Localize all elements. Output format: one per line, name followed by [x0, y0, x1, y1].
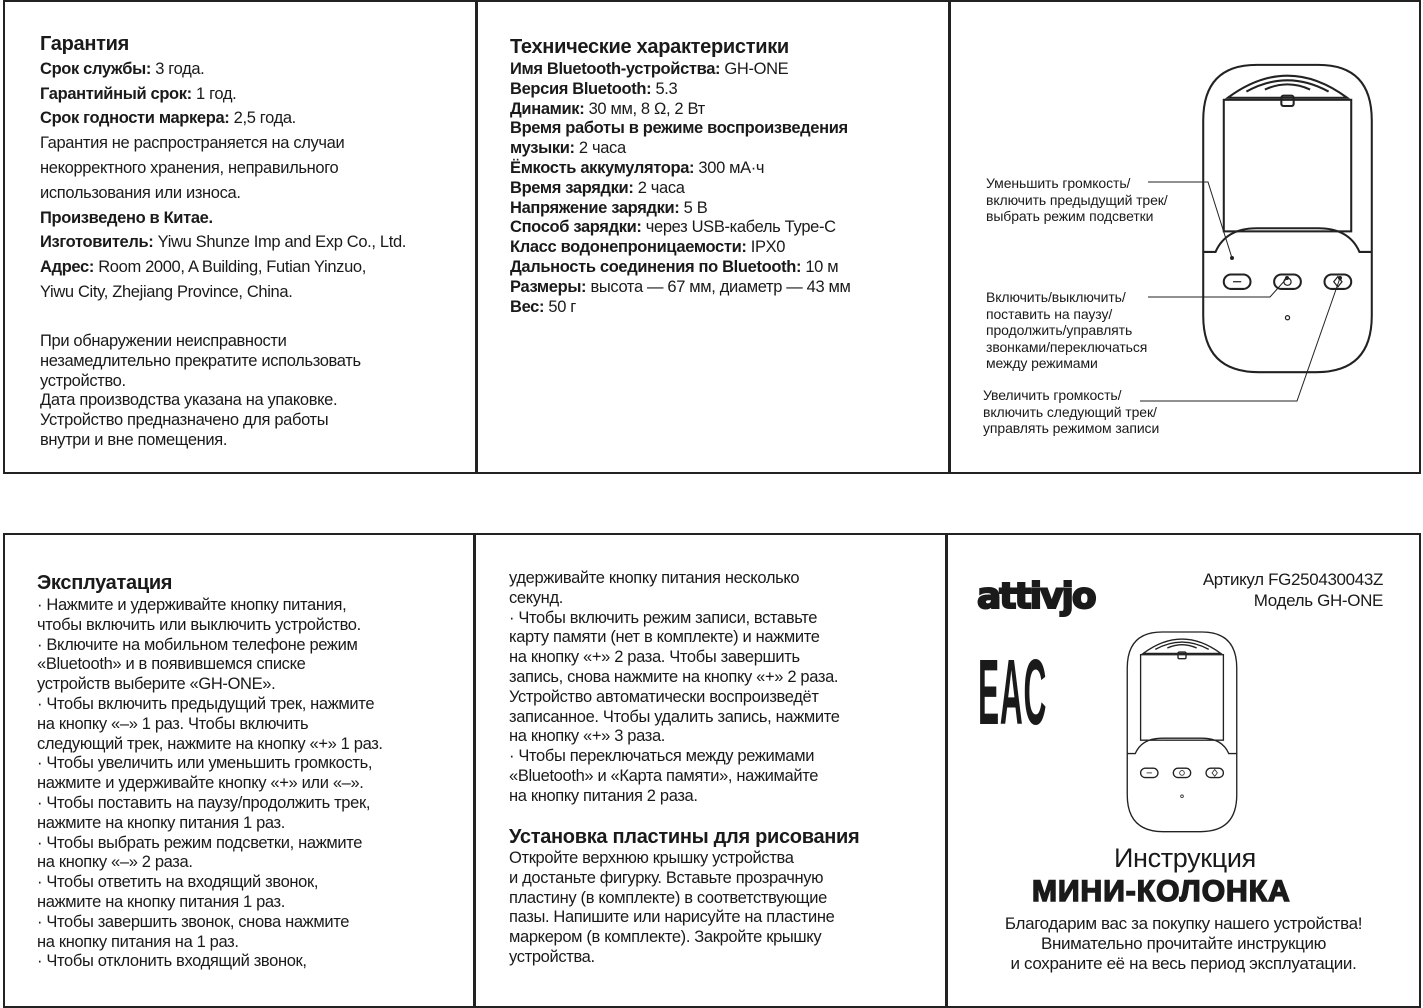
text-line: пластину (в комплекте) в соответствующие — [509, 888, 827, 907]
text-line: · Чтобы переключаться между режимами — [509, 747, 815, 766]
made-in: Произведено в Китае. — [40, 208, 213, 227]
text-line: на кнопку «+» 3 раза. — [509, 727, 666, 746]
text-line: Откройте верхнюю крышку устройства — [509, 849, 794, 867]
spec-line: Класс водонепроницаемости: IPX0 — [510, 238, 786, 257]
text-line: на кнопку питания 2 раза. — [509, 786, 698, 805]
text-line: внутри и вне помещения. — [40, 430, 228, 449]
text-line: на кнопку «+» 2 раза. Чтобы завершить — [509, 648, 800, 667]
text-line: следующий трек, нажмите на кнопку «+» 1 раз. — [37, 734, 383, 753]
text-line: · Чтобы завершить звонок, снова нажмите — [37, 912, 350, 931]
text-line: карту памяти (нет в комплекте) и нажмите — [509, 628, 820, 647]
text-line: пазы. Напишите или нарисуйте на пластине — [509, 908, 835, 927]
eac-mark-text: EAC — [978, 639, 1048, 728]
text-line: · Чтобы ответить на входящий звонок, — [37, 873, 319, 892]
address-line2: Yiwu City, Zhejiang Province, China. — [40, 282, 293, 301]
text-line: секунд. — [509, 588, 563, 607]
power-caption: Включить/выключить/ поставить на паузу/ продолжить/управлять звонками/переключаться между режимами — [986, 289, 1148, 371]
spec-line: Срок службы: 3 года. — [40, 59, 205, 78]
text-line: запись, снова нажмите на кнопку «+» 2 раза. — [509, 667, 839, 686]
text-line: на кнопку «–» 1 раз. Чтобы включить — [37, 714, 309, 733]
text-line: При обнаружении неисправности — [40, 332, 287, 350]
text-line: нажмите на кнопку питания 1 раз. — [37, 892, 285, 911]
attivjo-logo — [975, 570, 1125, 620]
text-line: · Чтобы выбрать режим подсветки, нажмите — [37, 833, 363, 852]
spec-line: Ёмкость аккумулятора: 300 мА·ч — [510, 158, 765, 177]
product-name: МИНИ-КОЛОНКА — [1032, 875, 1291, 908]
installation-title: Установка пластины для рисования — [509, 826, 860, 848]
text-line: · Чтобы поставить на паузу/продолжить трек, — [37, 793, 371, 812]
installation-list — [509, 849, 859, 968]
text-line: устройств выберите «GH-ONE». — [37, 675, 276, 694]
eac-mark — [978, 636, 1073, 728]
text-line: Устройство предназначено для работы — [40, 411, 329, 430]
warranty-title: Гарантия — [40, 33, 129, 55]
spec-line: Версия Bluetooth: 5.3 — [510, 79, 678, 98]
instruction-label: Инструкция — [1114, 843, 1256, 873]
divider — [473, 533, 476, 1008]
spec-line: Размеры: высота — 67 мм, диаметр — 43 мм — [510, 277, 851, 296]
spec-line: Дальность соединения по Bluetooth: 10 м — [510, 257, 839, 276]
spec-line: Имя Bluetooth-устройства: GH-ONE — [510, 60, 789, 78]
svg-text:attivjo: attivjo — [977, 576, 1095, 617]
text-line: «Bluetooth» и в появившемся списке — [37, 655, 306, 674]
operation-title: Эксплуатация — [37, 572, 173, 594]
spec-line: Способ зарядки: через USB-кабель Type-C — [510, 218, 836, 237]
text-line: «Bluetooth» и «Карта памяти», нажимайте — [509, 766, 819, 785]
operation-list-continued — [509, 569, 840, 807]
spec-line: Время работы в режиме воспроизведения — [510, 119, 848, 138]
text-line: · Нажмите и удерживайте кнопку питания, — [37, 596, 347, 614]
text-line: · Чтобы отклонить входящий звонок, — [37, 952, 307, 971]
volume-up-caption: Увеличить громкость/ включить следующий трек/ управлять режимом записи — [983, 387, 1160, 436]
text-line: устройство. — [40, 371, 126, 390]
model-name: Модель GH-ONE — [1253, 591, 1383, 610]
spec-line: Срок годности маркера: 2,5 года. — [40, 109, 296, 128]
text-line: некорректного хранения, неправильного — [40, 158, 339, 177]
text-line: · Включите на мобильном телефоне режим — [37, 635, 358, 654]
spec-line: Динамик: 30 мм, 8 Ω, 2 Вт — [510, 99, 705, 118]
text-line: на кнопку «–» 2 раза. — [37, 853, 193, 872]
thanks-text: Благодарим вас за покупку нашего устройства! Внимательно прочитайте инструкцию и сохраните её на весь период эксплуатации. — [1004, 914, 1363, 973]
spec-line: Гарантийный срок: 1 год. — [40, 84, 237, 103]
article-number: Артикул FG250430043Z — [1202, 570, 1383, 589]
speaker-illustration — [1113, 628, 1251, 835]
text-line: устройства. — [509, 947, 595, 966]
spec-line: Напряжение зарядки: 5 В — [510, 198, 708, 217]
text-line: · Чтобы включить предыдущий трек, нажмите — [37, 694, 375, 713]
text-line: маркером (в комплекте). Закройте крышку — [509, 928, 822, 947]
text-line: на кнопку питания на 1 раз. — [37, 932, 239, 951]
text-line: · Чтобы увеличить или уменьшить громкость, — [37, 754, 373, 773]
installation-section — [509, 825, 859, 968]
text-line: чтобы включить или выключить устройство. — [37, 615, 361, 634]
spec-line: Вес: 50 г — [510, 297, 576, 316]
text-line: записанное. Чтобы удалить запись, нажмите — [509, 707, 840, 726]
volume-down-caption: Уменьшить громкость/ включить предыдущий трек/ выбрать режим подсветки — [986, 175, 1168, 224]
text-line: использования или износа. — [40, 183, 241, 202]
manufacturer: Изготовитель: Yiwu Shunze Imp and Exp Co., Ltd. — [40, 233, 407, 252]
operation-continued — [509, 569, 840, 807]
spec-line: Время зарядки: 2 часа — [510, 178, 685, 197]
text-line: нажмите на кнопку питания 1 раз. — [37, 813, 285, 832]
operation-list — [37, 596, 383, 972]
callout-lines — [0, 0, 1423, 474]
text-line: Гарантия не распространяется на случаи — [40, 134, 345, 153]
operation-section — [37, 570, 383, 972]
text-line: Устройство автоматически воспроизведёт — [509, 687, 819, 706]
specs-title: Технические характеристики — [510, 36, 789, 58]
spec-line: музыки: 2 часа — [510, 139, 626, 158]
text-line: Дата производства указана на упаковке. — [40, 391, 338, 410]
text-line: удерживайте кнопку питания несколько — [509, 569, 800, 587]
text-line: и достаньте фигурку. Вставьте прозрачную — [509, 868, 824, 887]
text-line: · Чтобы включить режим записи, вставьте — [509, 608, 818, 627]
text-line: нажмите и удерживайте кнопку «+» или «–». — [37, 774, 364, 793]
address: Адрес: Room 2000, A Building, Futian Yinzuo, — [40, 258, 366, 277]
text-line: незамедлительно прекратите использовать — [40, 351, 361, 370]
